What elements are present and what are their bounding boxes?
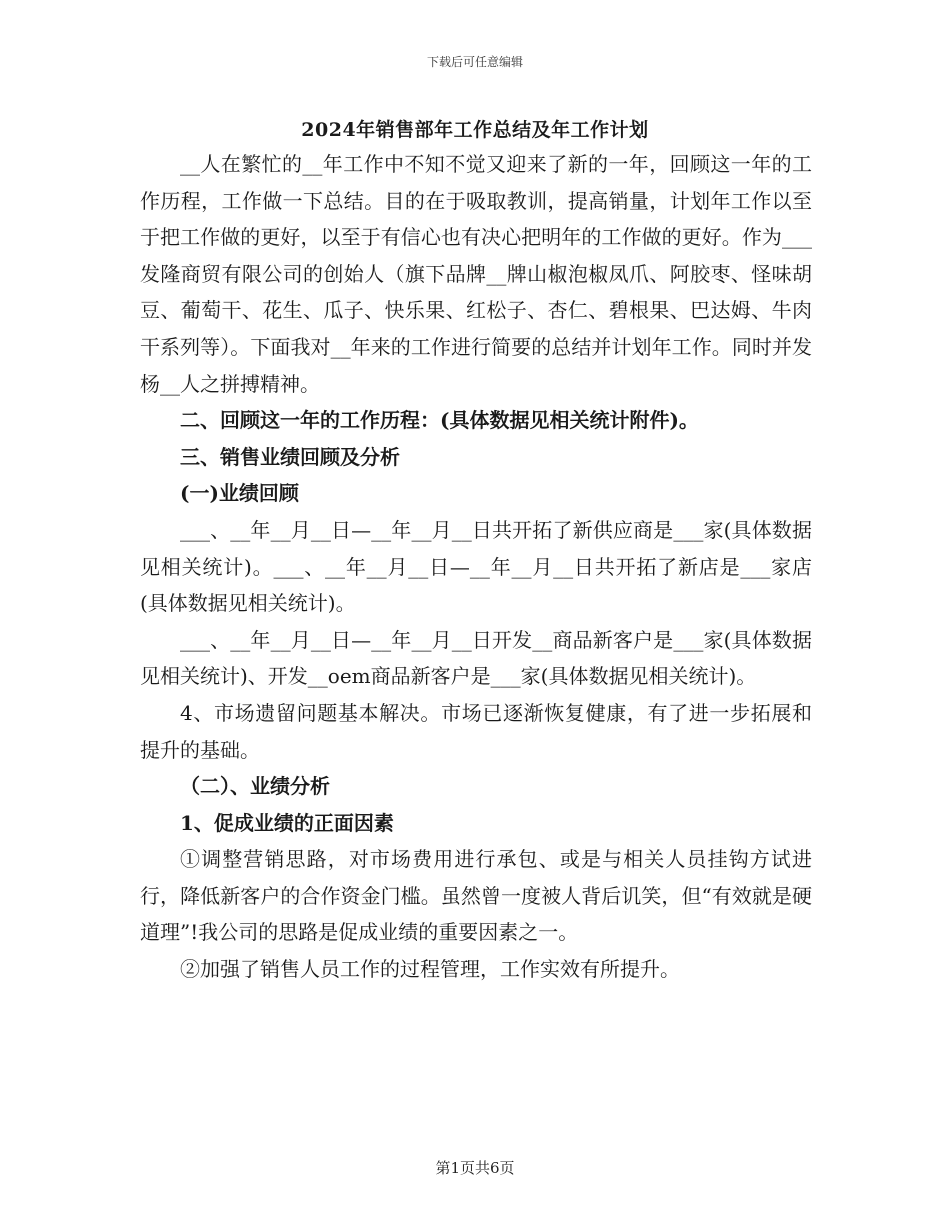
intro-paragraph: __人在繁忙的__年工作中不知不觉又迎来了新的一年，回顾这一年的工作历程，工作做一下总结。目的在于吸取教训，提高销量，计划年工作以至于把工作做的更好，以至于有信心也有决心把明年的工作做的更好。作为___发隆商贸有限公司的创始人（旗下品牌__牌山椒泡椒凤爪、阿胶枣、怪味胡豆、葡萄干、花生、瓜子、快乐果、红松子、杏仁、碧根果、巴达姆、牛肉干系列等）。下面我对__年来的工作进行简要的总结并计划年工作。同时并发杨__人之拼搏精神。 [140,152,812,396]
section-heading-review: 二、回顾这一年的工作历程：(具体数据见相关统计附件)。 [180,408,699,433]
subsection-heading-performance-review: (一)业绩回顾 [180,481,299,506]
section-heading-sales: 三、销售业绩回顾及分析 [180,444,400,469]
header-note: 下载后可任意编辑 [426,55,523,69]
paragraph-factor-1: ①调整营销思路，对市场费用进行承包、或是与相关人员挂钩方试进行，降低新客户的合作资金门槛。虽然曾一度被人背后讥笑，但“有效就是硬道理”!我公司的思路是促成业绩的重要因素之一。 [140,847,812,945]
paragraph-factor-2: ②加强了销售人员工作的过程管理，工作实效有所提升。 [180,957,680,982]
paragraph-new-suppliers: ___、__年__月__日—__年__月__日共开拓了新供应商是___家(具体数据见相关统计)。___、__年__月__日—__年__月__日共开拓了新店是___家店(具体数据见相关统计)。 [140,517,812,616]
subsection-heading-performance-analysis: （二）、业绩分析 [180,774,330,799]
document-body [140,146,812,988]
paragraph-new-customers: ___、__年__月__日—__年__月__日开发__商品新客户是___家(具体数据见相关统计)、开发__oem商品新客户是___家(具体数据见相关统计)。 [140,627,812,689]
subsection-heading-positive-factors: 1、促成业绩的正面因素 [180,810,394,835]
page-number: 第1页共6页 [435,1159,515,1177]
paragraph-market-issues: 4、市场遗留问题基本解决。市场已逐渐恢复健康，有了进一步拓展和提升的基础。 [140,700,812,762]
document-title: 2024年销售部年工作总结及年工作计划 [301,119,649,141]
